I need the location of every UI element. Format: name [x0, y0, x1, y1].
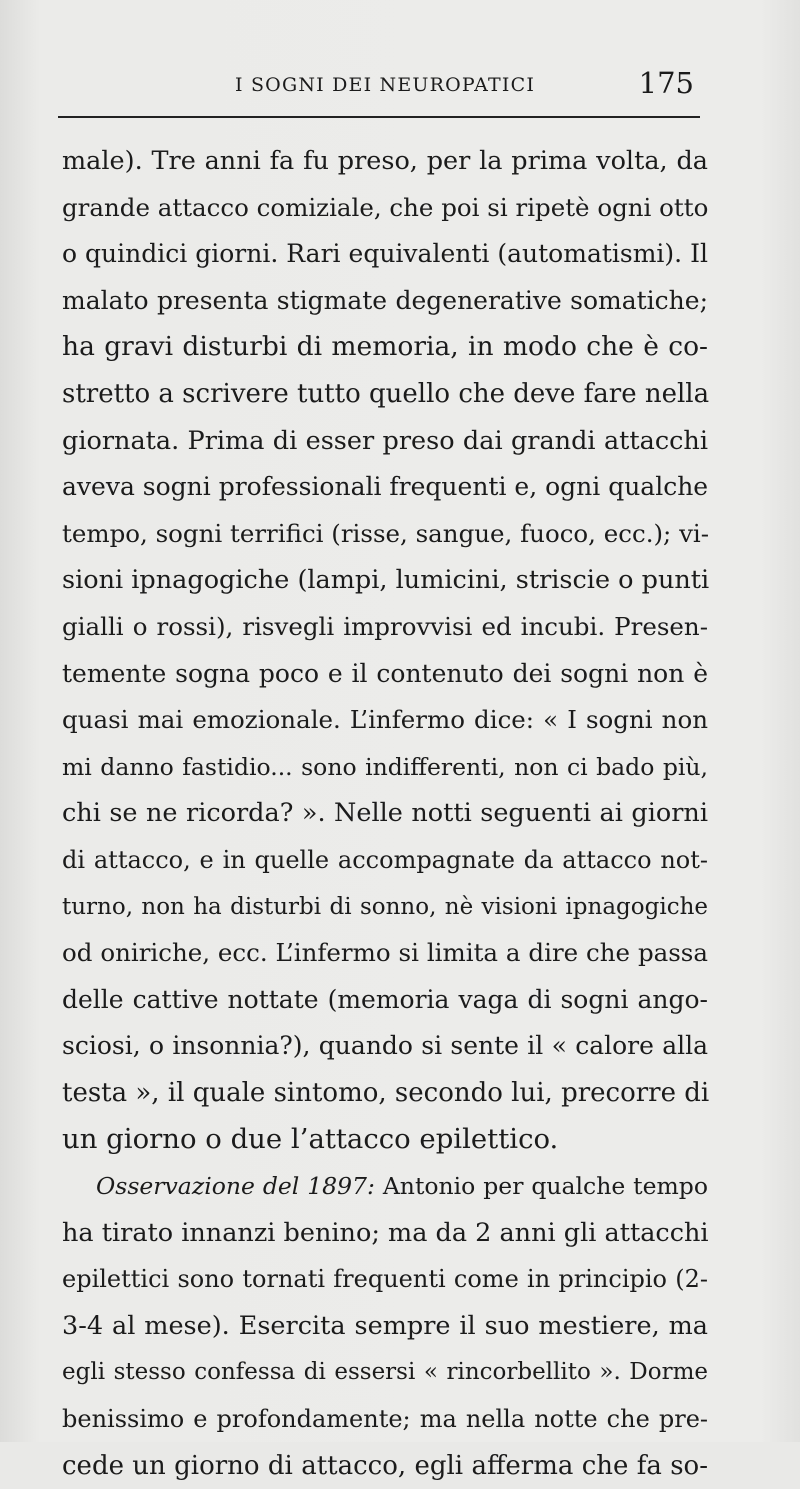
text-line: 3-4 al mese). Esercita sempre il suo mestiere, ma [62, 1310, 708, 1341]
text-line: o quindici giorni. Rari equivalenti (automatismi). Il [62, 239, 708, 269]
text-line: grande attacco comiziale, che poi si ripetè ogni otto [62, 192, 709, 222]
running-title: I SOGNI DEI NEUROPATICI [235, 74, 536, 96]
text-line: ha gravi disturbi di memoria, in modo che è co- [62, 331, 708, 363]
text-line: chi se ne ricorda? ». Nelle notti seguenti ai giorni [62, 798, 708, 829]
text-line: egli stesso confessa di essersi « rincorbellito ». Dorme [62, 1359, 708, 1386]
text-line: mi danno fastidio... sono indifferenti, non ci bado più, [62, 752, 708, 781]
text-line: ha tirato innanzi benino; ma da 2 anni gli attacchi [62, 1217, 709, 1248]
text-line: cede un giorno di attacco, egli afferma che fa so- [62, 1450, 708, 1481]
body-text [62, 138, 708, 1489]
text-line: quasi mai emozionale. L’infermo dice: « I sogni non [62, 705, 708, 735]
observation-heading: Osservazione del 1897: [96, 1172, 375, 1201]
text-line: malato presenta stigmate degenerative somatiche; [62, 285, 708, 315]
text-line: temente sogna poco e il contenuto dei sogni non è [62, 658, 708, 688]
text-line: aveva sogni professionali frequenti e, ogni qualche [62, 472, 709, 502]
text-line: gialli o rossi), risvegli improvvisi ed incubi. Presen- [62, 611, 708, 641]
text-line: delle cattive nottate (memoria vaga di sogni ango- [62, 984, 708, 1014]
text-line: sciosi, o insonnia?), quando si sente il « calore alla [62, 1031, 708, 1061]
text-line: benissimo e profondamente; ma nella notte che pre- [62, 1405, 708, 1434]
page-number: 175 [638, 66, 694, 100]
paragraph-2-first-line-text: Antonio per qualche tempo [374, 1172, 708, 1201]
text-line: un giorno o due l’attacco epilettico. [62, 1123, 559, 1156]
text-line: sioni ipnagogiche (lampi, lumicini, striscie o punti [62, 565, 710, 596]
text-line: testa », il quale sintomo, secondo lui, precorre di [62, 1077, 710, 1108]
text-line: stretto a scrivere tutto quello che deve fare nella [62, 378, 710, 409]
text-line: epilettici sono tornati frequenti come in principio (2- [62, 1265, 708, 1294]
text-line: giornata. Prima di esser preso dai grandi attacchi [62, 425, 708, 456]
header-rule [58, 116, 700, 118]
running-head [60, 64, 700, 104]
text-line: male). Tre anni fa fu preso, per la prima volta, da [62, 146, 708, 176]
text-line: turno, non ha disturbi di sonno, nè visioni ipnagogiche [62, 893, 708, 920]
text-line: od oniriche, ecc. L’infermo si limita a dire che passa [62, 938, 708, 968]
paragraph-2-first-line [62, 1163, 708, 1210]
text-line: di attacco, e in quelle accompagnate da attacco not- [62, 845, 708, 874]
text-line: tempo, sogni terrifici (risse, sangue, fuoco, ecc.); vi- [62, 518, 710, 548]
